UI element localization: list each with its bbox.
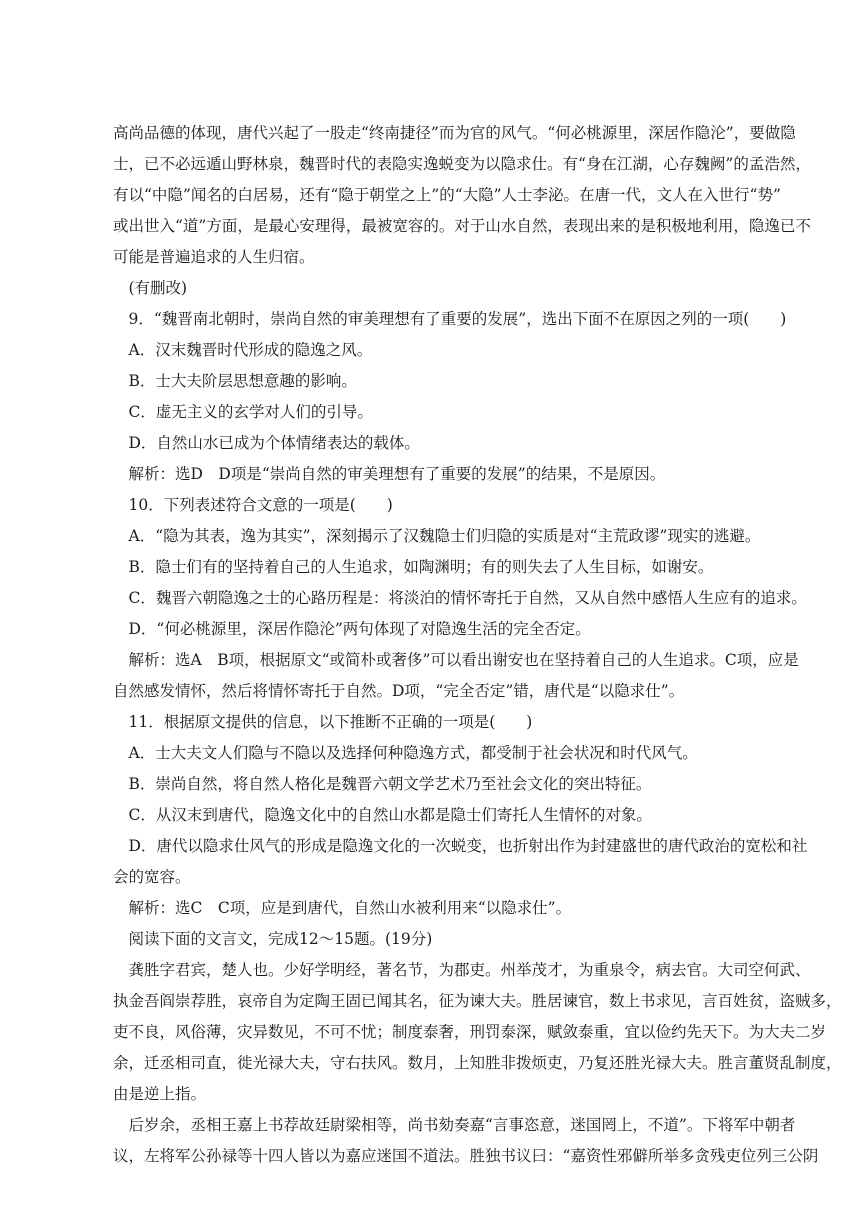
reading-instruction: 阅读下面的文言文，完成12～15题。(19分) bbox=[113, 930, 433, 948]
classical-text-line: 后岁余，丞相王嘉上书荐故廷尉梁相等，尚书劾奏嘉“言事恣意，迷国罔上，不道”。下将军中朝者 bbox=[113, 1116, 796, 1134]
option-c: C．虚无主义的玄学对人们的引导。 bbox=[113, 403, 373, 421]
text-line: 可能是普遍追求的人生归宿。 bbox=[113, 248, 315, 266]
question-11: 11．根据原文提供的信息，以下推断不正确的一项是( ) bbox=[113, 713, 533, 731]
question-9: 9．“魏晋南北朝时，崇尚自然的审美理想有了重要的发展”，选出下面不在原因之列的一项( ) bbox=[113, 310, 787, 328]
text-line: 自然感发情怀，然后将情怀寄托于自然。D项，“完全否定”错，唐代是“以隐求仕”。 bbox=[113, 682, 685, 700]
option-a: A．士大夫文人们隐与不隐以及选择何种隐逸方式，都受制于社会状况和时代风气。 bbox=[113, 744, 698, 762]
answer-explanation: 解析：选A B项，根据原文“或简朴或奢侈”可以看出谢安也在坚持着自己的人生追求。C项，应是 bbox=[113, 651, 799, 669]
option-b: B．崇尚自然，将自然人格化是魏晋六朝文学艺术乃至社会文化的突出特征。 bbox=[113, 775, 652, 793]
option-b: B．士大夫阶层思想意趣的影响。 bbox=[113, 372, 357, 390]
classical-text-line: 龚胜字君宾，楚人也。少好学明经，著名节，为郡吏。州举茂才，为重泉令，病去官。大司空何武、 bbox=[113, 961, 811, 979]
source-note: (有删改) bbox=[113, 279, 188, 297]
option-a: A．汉末魏晋时代形成的隐逸之风。 bbox=[113, 341, 373, 359]
text-line: 会的宽容。 bbox=[113, 868, 191, 886]
option-d: D．唐代以隐求仕风气的形成是隐逸文化的一次蜕变，也折射出作为封建盛世的唐代政治的宽松和社 bbox=[113, 837, 808, 855]
answer-explanation: 解析：选D D项是“崇尚自然的审美理想有了重要的发展”的结果，不是原因。 bbox=[113, 465, 666, 483]
text-line: 士，已不必远遁山野林泉，魏晋时代的表隐实逸蜕变为以隐求仕。有“身在江湖，心存魏阙”的孟浩然， bbox=[113, 155, 811, 173]
classical-text-line: 吏不良，风俗薄，灾异数见，不可不忧；制度泰奢，刑罚泰深，赋敛泰重，宜以俭约先天下。为大夫二岁 bbox=[113, 1023, 827, 1041]
option-a: A．“隐为其表，逸为其实”，深刻揭示了汉魏隐士们归隐的实质是对“主荒政谬”现实的逃避。 bbox=[113, 527, 761, 545]
option-b: B．隐士们有的坚持着自己的人生追求，如陶渊明；有的则失去了人生目标，如谢安。 bbox=[113, 558, 714, 576]
text-line: 高尚品德的体现，唐代兴起了一股走“终南捷径”而为官的风气。“何必桃源里，深居作隐沦”，要做隐 bbox=[113, 124, 796, 142]
option-d: D．自然山水已成为个体情绪表达的载体。 bbox=[113, 434, 420, 452]
option-c: C．从汉末到唐代，隐逸文化中的自然山水都是隐士们寄托人生情怀的对象。 bbox=[113, 806, 652, 824]
answer-explanation: 解析：选C C项，应是到唐代，自然山水被利用来“以隐求仕”。 bbox=[113, 899, 572, 917]
classical-text-line: 由是逆上指。 bbox=[113, 1085, 207, 1103]
text-line: 或出世入“道”方面，是最心安理得，最被宽容的。对于山水自然，表现出来的是积极地利用，隐逸已不 bbox=[113, 217, 811, 235]
classical-text-line: 议，左将军公孙禄等十四人皆以为嘉应迷国不道法。胜独书议曰：“嘉资性邪僻所举多贪残吏位列三公阴 bbox=[113, 1147, 819, 1165]
question-10: 10．下列表述符合文意的一项是( ) bbox=[113, 496, 393, 514]
text-line: 有以“中隐”闻名的白居易，还有“隐于朝堂之上”的“大隐”人士李泌。在唐一代，文人在入世行“势” bbox=[113, 186, 781, 204]
classical-text-line: 执金吾阎崇荐胜，哀帝自为定陶王固已闻其名，征为谏大夫。胜居谏官，数上书求见，言百姓贫，盗贼多， bbox=[113, 992, 842, 1010]
option-c: C．魏晋六朝隐逸之士的心路历程是：将淡泊的情怀寄托于自然，又从自然中感悟人生应有的追求。 bbox=[113, 589, 807, 607]
classical-text-line: 余，迁丞相司直，徙光禄大夫，守右扶风。数月，上知胜非拨烦吏，乃复还胜光禄大夫。胜言董贤乱制度， bbox=[113, 1054, 842, 1072]
option-d: D．“何必桃源里，深居作隐沦”两句体现了对隐逸生活的完全否定。 bbox=[113, 620, 591, 638]
